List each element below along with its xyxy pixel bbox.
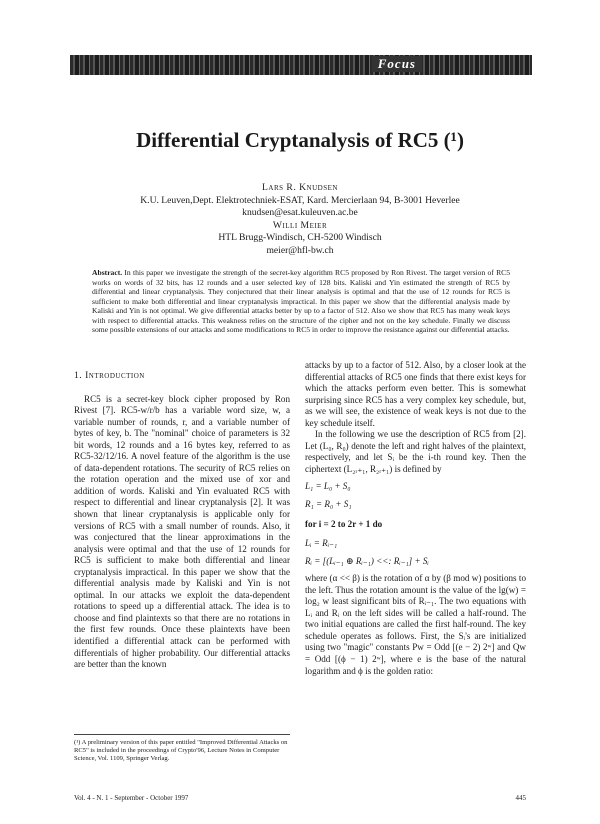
section-heading: 1. Introduction bbox=[74, 370, 145, 381]
intro-paragraph-continued: attacks by up to a factor of 512. Also, by a closer look at the differential attacks of RC5 one finds that there exist keys for which the attacks perform even better. This is somewhat surprising since RC5 has a very complex key schedule, but, as we will see, the existence of weak keys is not due to the key schedule itself. bbox=[305, 360, 526, 428]
column-right bbox=[305, 360, 526, 677]
page-number: 445 bbox=[515, 794, 526, 802]
rc5-description-paragraph: In the following we use the description of RC5 from [2]. Let (L₀, R₀) denote the left and right halves of the plaintext, respectively, and let Sᵢ be the i-th round key. Then the ciphertext (L₂ᵣ₊₁, R₂ᵣ₊₁) is defined by bbox=[305, 429, 526, 474]
intro-paragraph: RC5 is a secret-key block cipher proposed by Ron Rivest [7]. RC5-w/r/b has a variable word size, w, a variable number of rounds, r, and a variable number of bytes of key, b. The "nominal" choice of parameters is 32 bit words, 12 rounds and a 16 bytes key, referred to as RC5-32/12/16. A novel feature of the algorithm is the use of data-dependent rotations. The security of RC5 relies on the rotation operation and the mixed use of xor and addition of words. Kaliski and Yin evaluated RC5 with respect to differential and linear cryptanalysis [2]. It was shown that linear cryptanalysis is applicable only for versions of RC5 with a small number of rounds. Also, it was conjectured that the linear approximations in the analysis were optimal and that the use of 12 rounds for RC5 is sufficient to make both differential and linear cryptanalysis impractical. In this paper we show that the differential analysis made by Kaliski and Yin is not optimal. In our attacks we exploit the data-dependent rotations to speed up a differential attack. The idea is to choose and find plaintexts so that there are no rotations in the first few rounds. Once these plaintexts have been identified a differential attack can be performed with differentials of higher probability. Our differential attacks are better than the known bbox=[74, 393, 290, 670]
author2-email: meier@hfl-bw.ch bbox=[266, 244, 334, 256]
issue-info: Vol. 4 - N. 1 - September - October 1997 bbox=[74, 794, 189, 802]
author1-name: Lars R. Knudsen bbox=[262, 182, 338, 193]
abstract-text: In this paper we investigate the strength of the secret-key algorithm RC5 proposed by Ron Rivest. The target version of RC5 works on words of 32 bits, has 12 rounds and a user selected key of 128 bits. Kaliski and Yin estimated the strength of RC5 by differential and linear cryptanalysis. They conjectured that their linear analysis is optimal and that the use of 12 rounds for RC5 is sufficient to make both differential and linear cryptanalysis impractical. In this paper we show that the differential analysis made by Kaliski and Yin is not optimal. We give differential attacks better by up to a factor of 512. Also we show that RC5 has many weak keys with respect to differential attacks. This weakness relies on the structure of the cipher and not on the key schedule. Finally we discuss some possible extensions of our attacks and some modifications to RC5 in order to improve the resistance against our differential attacks. bbox=[92, 268, 510, 334]
abstract bbox=[92, 268, 510, 335]
paper-title: Differential Cryptanalysis of RC5 (¹) bbox=[136, 128, 464, 152]
loop-statement: for i = 2 to 2r + 1 do bbox=[305, 518, 383, 529]
equation-l1: L₁ = L₀ + S₀ bbox=[305, 481, 351, 492]
equation-li: Lᵢ = Rᵢ₋₁ bbox=[305, 538, 338, 549]
banner-label: Focus bbox=[372, 56, 422, 72]
column-left bbox=[74, 370, 290, 671]
rotation-paragraph: where (α << β) is the rotation of α by (β mod w) positions to the left. Thus the rotation amount is the value of the lg(w) = log₂ w least significant bits of Rᵢ₋₁. The two equations with Lᵢ and Rᵢ on the left sides will be called a half-round. The two initial equations are called the first half-round. The key schedule operates as follows. First, the Sᵢ's are initialized using two "magic" constants Pw = Odd [(e − 2) 2ʷ] and Qw = Odd [(ϕ − 1) 2ʷ], where e is the base of the natural logarithm and ϕ is the golden ratio: bbox=[305, 573, 526, 676]
equation-ri: Rᵢ = [(Lᵢ₋₁ ⊕ Rᵢ₋₁) <<: Rᵢ₋₁] + Sᵢ bbox=[305, 555, 429, 566]
focus-banner bbox=[70, 55, 532, 75]
author2-affiliation: HTL Brugg-Windisch, CH-5200 Windisch bbox=[218, 232, 382, 244]
footnote: (¹) A preliminary version of this paper entitled "Improved Differential Attacks on RC5" is included in the proceedings of Crypto'96, Lecture Notes in Computer Science, Vol. 1109, Springer Verlag. bbox=[74, 734, 290, 763]
equation-r1: R₁ = R₀ + S₁ bbox=[305, 499, 352, 510]
author1-email: knudsen@esat.kuleuven.ac.be bbox=[242, 207, 358, 219]
author1-affiliation: K.U. Leuven,Dept. Elektrotechniek-ESAT, Kard. Mercierlaan 94, B-3001 Heverlee bbox=[140, 194, 460, 206]
author2-name: Willi Meier bbox=[272, 219, 328, 231]
page-footer bbox=[74, 794, 526, 802]
abstract-label: Abstract. bbox=[92, 268, 123, 277]
author-block bbox=[0, 182, 600, 258]
